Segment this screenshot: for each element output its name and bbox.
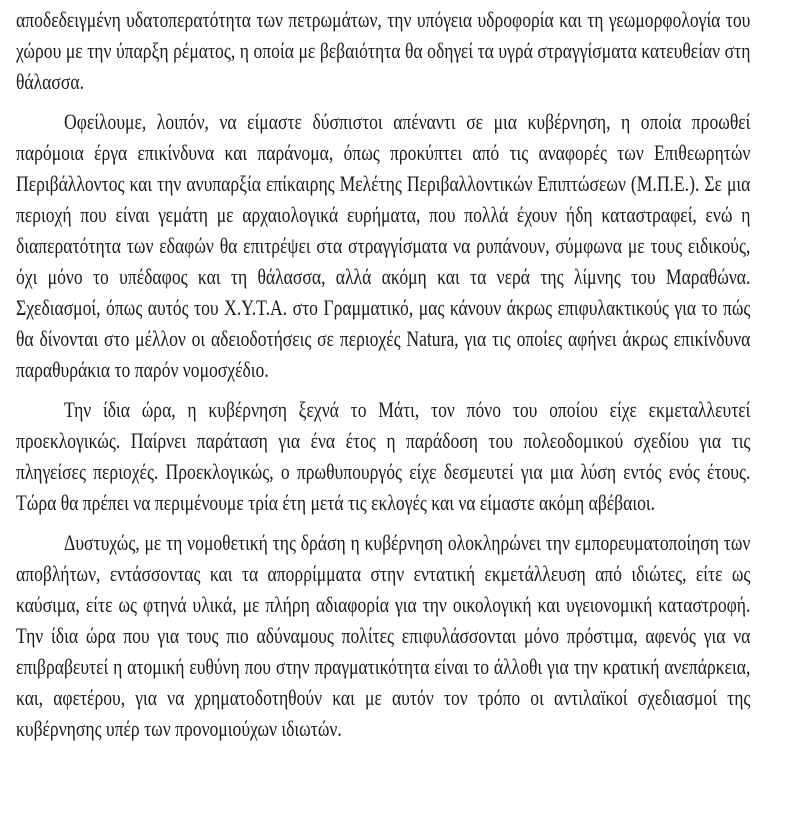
paragraph-waste-commercialization: Δυστυχώς, με τη νομοθετική της δράση η κυβέρνηση ολοκληρώνει την εμπορευματοποίηση των αποβλήτων, εντάσσοντας και τα απορρίμματα στην εντατική εκμετάλλευση από ιδιώτες, είτε ως καύσιμα, είτε ως φτηνά υλικά, με πλήρη αδιαφορία για την οικολογική και υγειονομική καταστροφή. Την ίδια ώρα που για τους πιο αδύναμους πολίτες επιφυλάσσονται μόνο πρόστιμα, αφενός για να επιβραβευτεί η ατομική ευθύνη που στην πραγματικότητα είναι το άλλοθι για την κρατική ανεπάρκεια, και, αφετέρου, για να χρηματοδοτηθούν και με αυτόν τον τρόπο οι αντιλαϊκοί σχεδιασμοί της κυβέρνησης υπέρ των προνομιούχων ιδιωτών. <box>16 530 751 741</box>
paragraph-mati: Την ίδια ώρα, η κυβέρνηση ξεχνά το Μάτι, τον πόνο του οποίου είχε εκμεταλλευτεί προεκλογικώς. Παίρνει παράταση για ένα έτος η παράδοση του πολεοδομικού σχεδίου για τις πληγείσες περιοχές. Προεκλογικώς, ο πρωθυπουργός είχε δεσμευτεί για μια λύση εντός ενός έτους. Τώρα θα πρέπει να περιμένουμε τρία έτη μετά τις εκλογές και να είμαστε ακόμη αβέβαιοι. <box>16 397 751 515</box>
paragraph-continuation: αποδεδειγμένη υδατοπερατότητα των πετρωμάτων, την υπόγεια υδροφορία και τη γεωμορφολογία του χώρου με την ύπαρξη ρέματος, η οποία με βεβαιότητα θα οδηγεί τα υγρά στραγγίσματα κατευθείαν στη θάλασσα. <box>16 7 751 94</box>
paragraph-government-criticism: Οφείλουμε, λοιπόν, να είμαστε δύσπιστοι απέναντι σε μια κυβέρνηση, η οποία προωθεί παρόμοια έργα επικίνδυνα και παράνομα, όπως προκύπτει από τις αναφορές των Επιθεωρητών Περιβάλλοντος και την ανυπαρξία επίκαιρης Μελέτης Περιβαλλοντικών Επιπτώσεων (Μ.Π.Ε.). Σε μια περιοχή που είναι γεμάτη με αρχαιολογικά ευρήματα, που πολλά έχουν ήδη καταστραφεί, ενώ η διαπερατότητα των εδαφών θα επιτρέψει στα στραγγίσματα να ρυπάνουν, σύμφωνα με τους ειδικούς, όχι μόνο το υπέδαφος και τη θάλασσα, αλλά ακόμη και τα νερά της λίμνης του Μαραθώνα. Σχεδιασμοί, όπως αυτός του Χ.Υ.Τ.Α. στο Γραμματικό, μας κάνουν άκρως επιφυλακτικούς για το πώς θα δίνονται στο μέλλον οι αδειοδοτήσεις σε περιοχές Natura, για τις οποίες αφήνει άκρως επικίνδυνα παραθυράκια το παρόν νομοσχέδιο. <box>16 109 751 382</box>
